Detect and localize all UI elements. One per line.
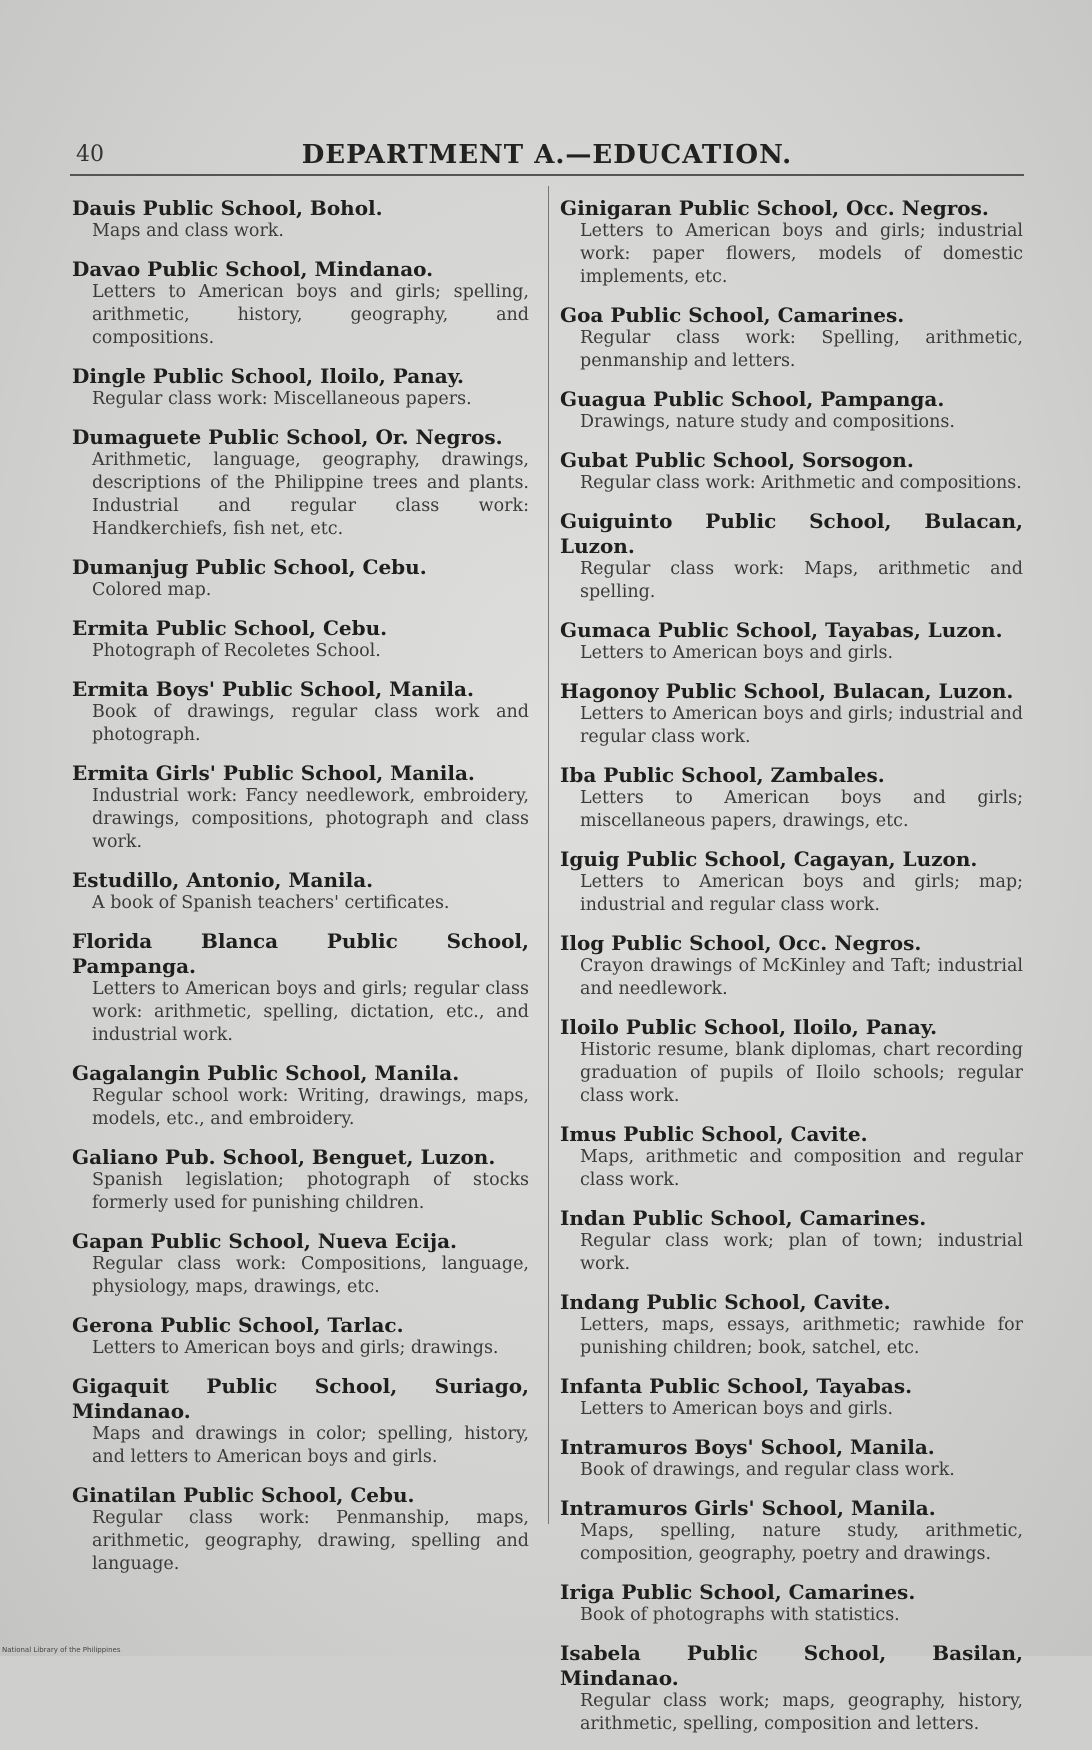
entry-school-name: Estudillo, Antonio, Manila. <box>72 868 374 892</box>
entry-description: Industrial work: Fancy needlework, embroidery, drawings, compositions, photograph and class work. <box>92 786 529 852</box>
entry-school-name: Gagalangin Public School, Manila. <box>72 1061 460 1085</box>
entry-school-name: Isabela Public School, Basilan, Mindanao. <box>560 1641 1023 1690</box>
entry-school-name: Ermita Public School, Cebu. <box>72 616 388 640</box>
catalog-entry <box>560 1290 1023 1360</box>
catalog-entry <box>72 555 529 602</box>
entry-description: Book of photographs with statistics. <box>580 1605 900 1625</box>
catalog-entry <box>560 448 1023 495</box>
entry-school-name: Iloilo Public School, Iloilo, Panay. <box>560 1015 938 1039</box>
catalog-entry <box>560 679 1023 749</box>
entry-school-name: Dumanjug Public School, Cebu. <box>72 555 427 579</box>
entry-school-name: Goa Public School, Camarines. <box>560 303 905 327</box>
entry-school-name: Dingle Public School, Iloilo, Panay. <box>72 364 465 388</box>
entry-description: Regular class work; plan of town; industrial work. <box>580 1231 1023 1274</box>
entry-school-name: Iriga Public School, Camarines. <box>560 1580 916 1604</box>
entry-description: Photograph of Recoletes School. <box>92 641 381 661</box>
entry-school-name: Ginatilan Public School, Cebu. <box>72 1483 415 1507</box>
catalog-entry <box>72 1061 529 1131</box>
catalog-entry <box>72 616 529 663</box>
entry-description: Regular school work: Writing, drawings, maps, models, etc., and embroidery. <box>92 1086 529 1129</box>
entry-description: Maps, arithmetic and composition and regular class work. <box>580 1147 1023 1190</box>
entry-description: Regular class work: Spelling, arithmetic, penmanship and letters. <box>580 328 1023 371</box>
entry-school-name: Galiano Pub. School, Benguet, Luzon. <box>72 1145 496 1169</box>
entry-description: Maps and drawings in color; spelling, history, and letters to American boys and girls. <box>92 1424 529 1467</box>
catalog-entry <box>560 931 1023 1001</box>
entry-description: Regular class work: Compositions, language, physiology, maps, drawings, etc. <box>92 1254 529 1297</box>
catalog-entry <box>72 1229 529 1299</box>
entry-school-name: Davao Public School, Mindanao. <box>72 257 434 281</box>
catalog-entry <box>72 761 529 854</box>
catalog-entry <box>560 1641 1023 1736</box>
entry-description: Maps, spelling, nature study, arithmetic, composition, geography, poetry and drawings. <box>580 1521 1023 1564</box>
entry-school-name: Ermita Girls' Public School, Manila. <box>72 761 475 785</box>
catalog-entry <box>560 1435 1023 1482</box>
catalog-entry <box>72 364 529 411</box>
entry-description: A book of Spanish teachers' certificates. <box>92 893 450 913</box>
entry-description: Crayon drawings of McKinley and Taft; industrial and needlework. <box>580 956 1023 999</box>
entry-description: Historic resume, blank diplomas, chart recording graduation of pupils of Iloilo schools; regular class work. <box>580 1040 1023 1106</box>
catalog-entry <box>560 303 1023 373</box>
entry-description: Maps and class work. <box>92 221 284 241</box>
entry-description: Drawings, nature study and compositions. <box>580 412 955 432</box>
entry-description: Book of drawings, regular class work and photograph. <box>92 702 529 745</box>
catalog-entry <box>560 196 1023 289</box>
entry-description: Letters to American boys and girls; miscellaneous papers, drawings, etc. <box>580 788 1023 831</box>
catalog-entry <box>72 929 529 1047</box>
source-credit: National Library of the Philippines <box>2 1646 121 1654</box>
entry-school-name: Dauis Public School, Bohol. <box>72 196 383 220</box>
entry-school-name: Imus Public School, Cavite. <box>560 1122 868 1146</box>
page-header <box>70 142 1024 172</box>
entry-description: Letters, maps, essays, arithmetic; rawhide for punishing children; book, satchel, etc. <box>580 1315 1023 1358</box>
catalog-entry <box>72 425 529 541</box>
catalog-entry <box>560 1015 1023 1108</box>
running-title: DEPARTMENT A.—EDUCATION. <box>301 140 793 170</box>
catalog-entry <box>72 257 529 350</box>
entry-school-name: Ermita Boys' Public School, Manila. <box>72 677 474 701</box>
entry-description: Letters to American boys and girls; drawings. <box>92 1338 499 1358</box>
entry-school-name: Gapan Public School, Nueva Ecija. <box>72 1229 458 1253</box>
entry-description: Arithmetic, language, geography, drawings, descriptions of the Philippine trees and plants. Industrial and regular class work: Handkerchiefs, fish net, etc. <box>92 450 529 539</box>
entry-school-name: Guiguinto Public School, Bulacan, Luzon. <box>560 509 1023 558</box>
catalog-entry <box>560 1206 1023 1276</box>
entry-school-name: Gubat Public School, Sorsogon. <box>560 448 914 472</box>
entry-description: Regular class work: Arithmetic and compositions. <box>580 473 1022 493</box>
catalog-entry <box>72 196 529 243</box>
entry-description: Regular class work; maps, geography, history, arithmetic, spelling, composition and letters. <box>580 1691 1023 1734</box>
column-divider <box>548 186 549 1524</box>
entry-school-name: Hagonoy Public School, Bulacan, Luzon. <box>560 679 1014 703</box>
entry-school-name: Intramuros Boys' School, Manila. <box>560 1435 935 1459</box>
catalog-entry <box>560 1122 1023 1192</box>
entry-school-name: Florida Blanca Public School, Pampanga. <box>72 929 529 978</box>
catalog-entry <box>560 1580 1023 1627</box>
entry-school-name: Gerona Public School, Tarlac. <box>72 1313 404 1337</box>
catalog-entry <box>72 1145 529 1215</box>
entry-description: Letters to American boys and girls; spelling, arithmetic, history, geography, and compositions. <box>92 282 529 348</box>
catalog-entry <box>72 1483 529 1576</box>
catalog-entry <box>560 1496 1023 1566</box>
entry-school-name: Indan Public School, Camarines. <box>560 1206 927 1230</box>
catalog-entry <box>560 387 1023 434</box>
entry-school-name: Guagua Public School, Pampanga. <box>560 387 945 411</box>
entry-school-name: Indang Public School, Cavite. <box>560 1290 891 1314</box>
entry-school-name: Ilog Public School, Occ. Negros. <box>560 931 922 955</box>
entry-description: Letters to American boys and girls. <box>580 643 894 663</box>
page-number: 40 <box>76 142 104 167</box>
entry-school-name: Dumaguete Public School, Or. Negros. <box>72 425 503 449</box>
right-column <box>560 196 1023 1750</box>
entry-school-name: Iba Public School, Zambales. <box>560 763 885 787</box>
entry-description: Letters to American boys and girls; industrial work: paper flowers, models of domestic implements, etc. <box>580 221 1023 287</box>
header-rule <box>70 174 1024 176</box>
catalog-entry <box>72 1313 529 1360</box>
entry-school-name: Iguig Public School, Cagayan, Luzon. <box>560 847 978 871</box>
entry-school-name: Gigaquit Public School, Suriago, Mindanao. <box>72 1374 529 1423</box>
catalog-entry <box>560 509 1023 604</box>
entry-description: Letters to American boys and girls. <box>580 1399 894 1419</box>
entry-school-name: Infanta Public School, Tayabas. <box>560 1374 913 1398</box>
entry-description: Letters to American boys and girls; industrial and regular class work. <box>580 704 1023 747</box>
catalog-entry <box>560 847 1023 917</box>
catalog-entry <box>560 618 1023 665</box>
entry-description: Letters to American boys and girls; regular class work: arithmetic, spelling, dictation, etc., and industrial work. <box>92 979 529 1045</box>
entry-description: Regular class work: Miscellaneous papers. <box>92 389 472 409</box>
entry-description: Regular class work: Maps, arithmetic and spelling. <box>580 559 1023 602</box>
entry-description: Regular class work: Penmanship, maps, arithmetic, geography, drawing, spelling and language. <box>92 1508 529 1574</box>
entry-description: Spanish legislation; photograph of stocks formerly used for punishing children. <box>92 1170 529 1213</box>
catalog-entry <box>560 763 1023 833</box>
catalog-entry <box>72 677 529 747</box>
catalog-entry <box>72 1374 529 1469</box>
left-column <box>72 196 529 1590</box>
entry-description: Colored map. <box>92 580 212 600</box>
catalog-entry <box>72 868 529 915</box>
catalog-entry <box>560 1374 1023 1421</box>
entry-school-name: Gumaca Public School, Tayabas, Luzon. <box>560 618 1003 642</box>
entry-school-name: Ginigaran Public School, Occ. Negros. <box>560 196 989 220</box>
entry-school-name: Intramuros Girls' School, Manila. <box>560 1496 936 1520</box>
entry-description: Letters to American boys and girls; map; industrial and regular class work. <box>580 872 1023 915</box>
entry-description: Book of drawings, and regular class work. <box>580 1460 955 1480</box>
